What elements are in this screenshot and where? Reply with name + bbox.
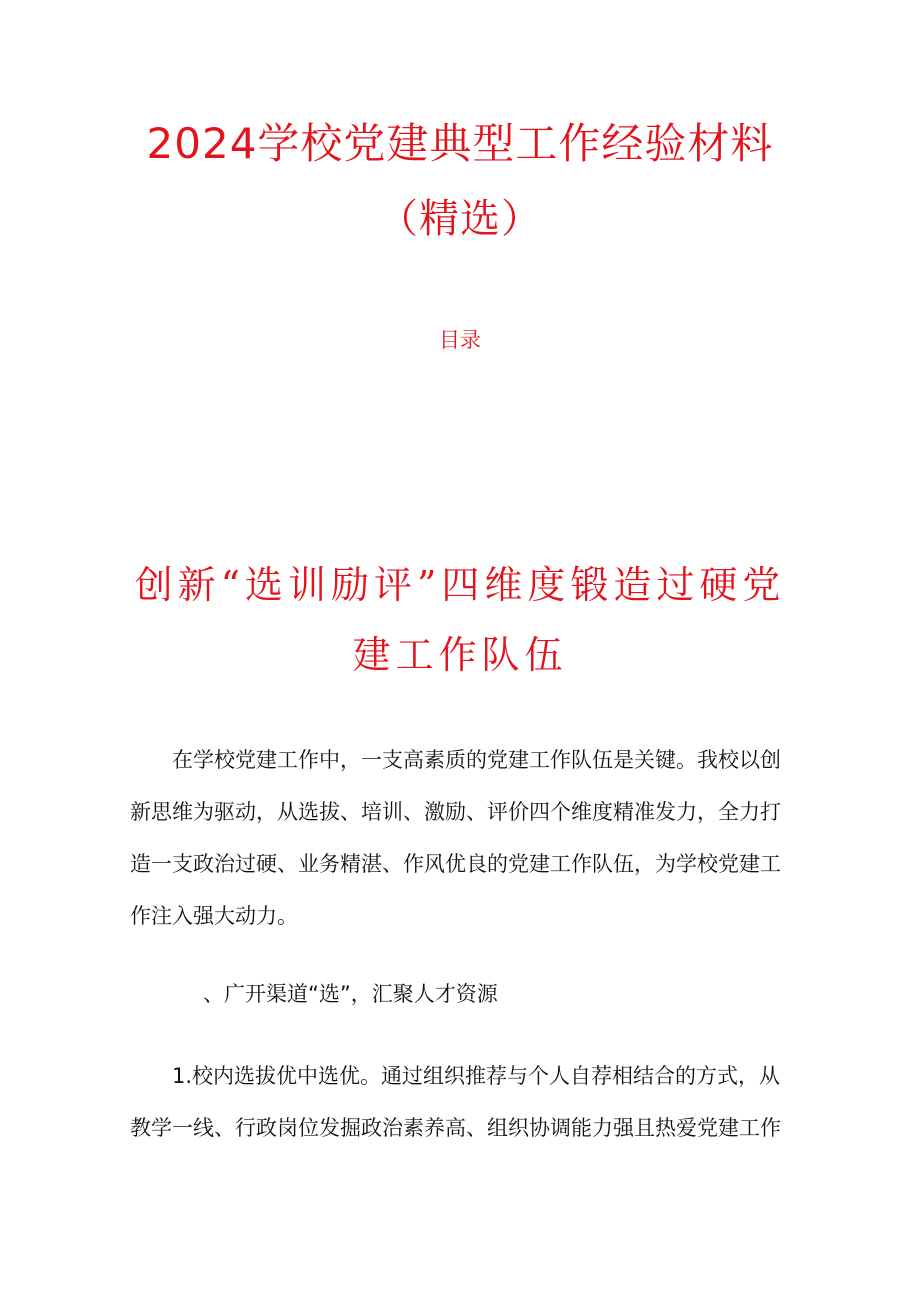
article-title-line-1: 创新“选训励评”四维度锻造过硬党 [134,563,786,607]
section-heading: 、广开渠道“选”，汇聚人才资源 [203,982,498,1006]
intro-paragraph: 在学校党建工作中，一支高素质的党建工作队伍是关键。我校以创新思维为驱动，从选拔、培训、激励、评价四个维度精准发力，全力打造一支政治过硬、业务精湛、作风优良的党建工作队伍，为学校党建工作注入强大动力。 [130,748,781,928]
document-title-line-1: 2024学校党建典型工作经验材料 [146,119,774,168]
article-title-line-2: 建工作队伍 [352,633,568,677]
table-of-contents-heading: 目录 [439,328,481,352]
point-1-paragraph: 1.校内选拔优中选优。通过组织推荐与个人自荐相结合的方式，从教学一线、行政岗位发掘政治素养高、组织协调能力强且热爱党建工作 [130,1064,781,1140]
document-title-line-2: （精选） [378,196,542,242]
